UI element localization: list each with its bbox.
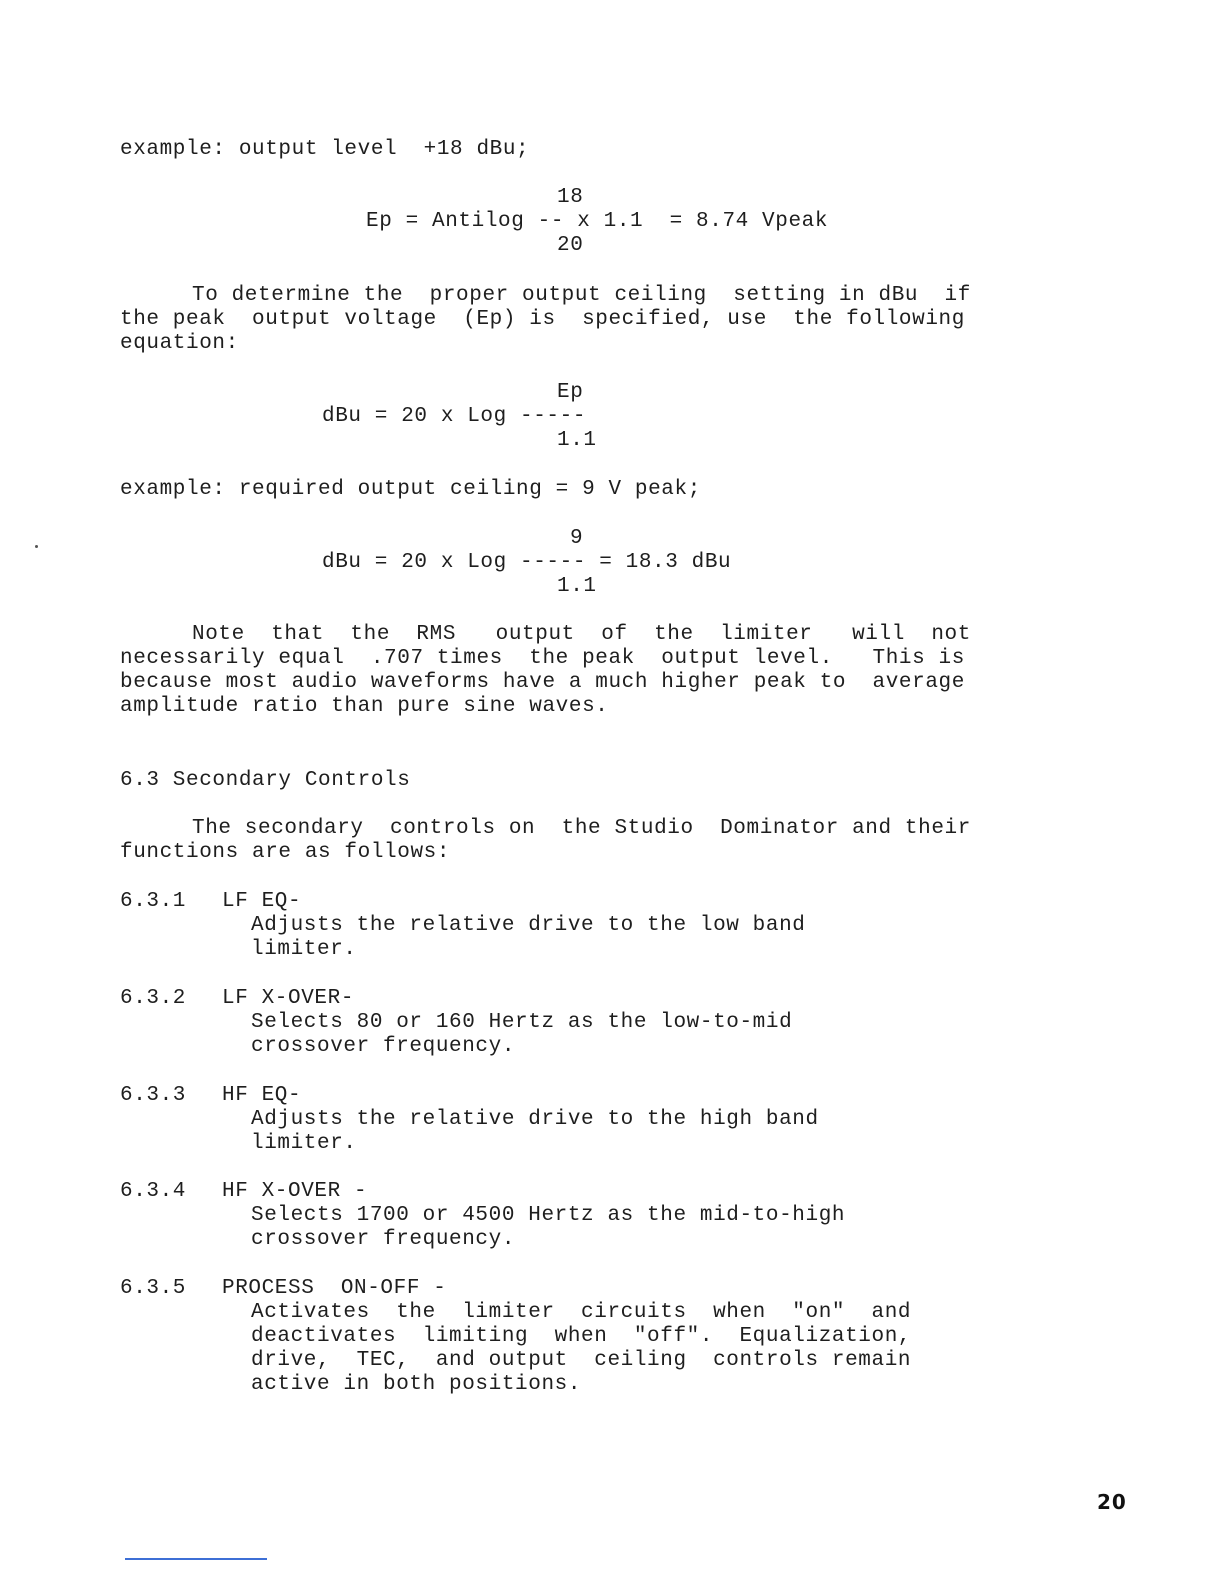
- paragraph2-line: because most audio waveforms have a much higher peak to average: [120, 671, 965, 694]
- control-description-line: Activates the limiter circuits when "on" and: [251, 1301, 912, 1324]
- paragraph1-line: To determine the proper output ceiling setting in dBu if: [192, 284, 971, 307]
- control-title: HF X-OVER -: [222, 1180, 368, 1203]
- section-heading: 6.3 Secondary Controls: [120, 769, 411, 792]
- example-required-ceiling: example: required output ceiling = 9 V peak;: [120, 478, 701, 501]
- paragraph1-line: equation:: [120, 332, 239, 355]
- control-title: LF EQ-: [222, 890, 302, 913]
- control-description-line: Selects 1700 or 4500 Hertz as the mid-to-high: [251, 1204, 846, 1227]
- control-description-line: Adjusts the relative drive to the low band: [251, 914, 806, 937]
- page-number: 20: [1097, 1490, 1127, 1514]
- paragraph2-line: Note that the RMS output of the limiter will not: [192, 623, 971, 646]
- scan-speck: [35, 545, 38, 548]
- control-description-line: Selects 80 or 160 Hertz as the low-to-mid: [251, 1011, 793, 1034]
- example1-equation: Ep = Antilog -- x 1.1 = 8.74 Vpeak: [366, 210, 829, 233]
- paragraph2-line: amplitude ratio than pure sine waves.: [120, 695, 609, 718]
- control-number: 6.3.2: [120, 987, 187, 1010]
- control-number: 6.3.5: [120, 1277, 187, 1300]
- control-title: PROCESS ON-OFF -: [222, 1277, 447, 1300]
- control-description-line: Adjusts the relative drive to the high band: [251, 1108, 819, 1131]
- control-title: HF EQ-: [222, 1084, 302, 1107]
- control-description-line: crossover frequency.: [251, 1228, 516, 1251]
- example2-denominator: 1.1: [557, 575, 597, 598]
- formula-denominator: 1.1: [557, 429, 597, 452]
- example1-denominator: 20: [557, 234, 584, 257]
- control-description-line: active in both positions.: [251, 1373, 582, 1396]
- control-description-line: drive, TEC, and output ceiling controls remain: [251, 1349, 912, 1372]
- formula-numerator: Ep: [557, 381, 584, 404]
- section-intro-line: functions are as follows:: [120, 841, 451, 864]
- control-title: LF X-OVER-: [222, 987, 355, 1010]
- control-number: 6.3.4: [120, 1180, 187, 1203]
- paragraph2-line: necessarily equal .707 times the peak output level. This is: [120, 647, 965, 670]
- example-output-level: example: output level +18 dBu;: [120, 138, 530, 161]
- formula-equation: dBu = 20 x Log -----: [322, 405, 587, 428]
- section-intro-line: The secondary controls on the Studio Dominator and their: [192, 817, 971, 840]
- example2-equation: dBu = 20 x Log ----- = 18.3 dBu: [322, 551, 732, 574]
- footer-rule: [125, 1558, 267, 1560]
- control-number: 6.3.1: [120, 890, 187, 913]
- control-number: 6.3.3: [120, 1084, 187, 1107]
- paragraph1-line: the peak output voltage (Ep) is specified, use the following: [120, 308, 965, 331]
- control-description-line: limiter.: [251, 1132, 357, 1155]
- control-description-line: deactivates limiting when "off". Equalization,: [251, 1325, 912, 1348]
- control-description-line: crossover frequency.: [251, 1035, 516, 1058]
- example1-numerator: 18: [557, 186, 584, 209]
- control-description-line: limiter.: [251, 938, 357, 961]
- example2-numerator: 9: [570, 527, 584, 550]
